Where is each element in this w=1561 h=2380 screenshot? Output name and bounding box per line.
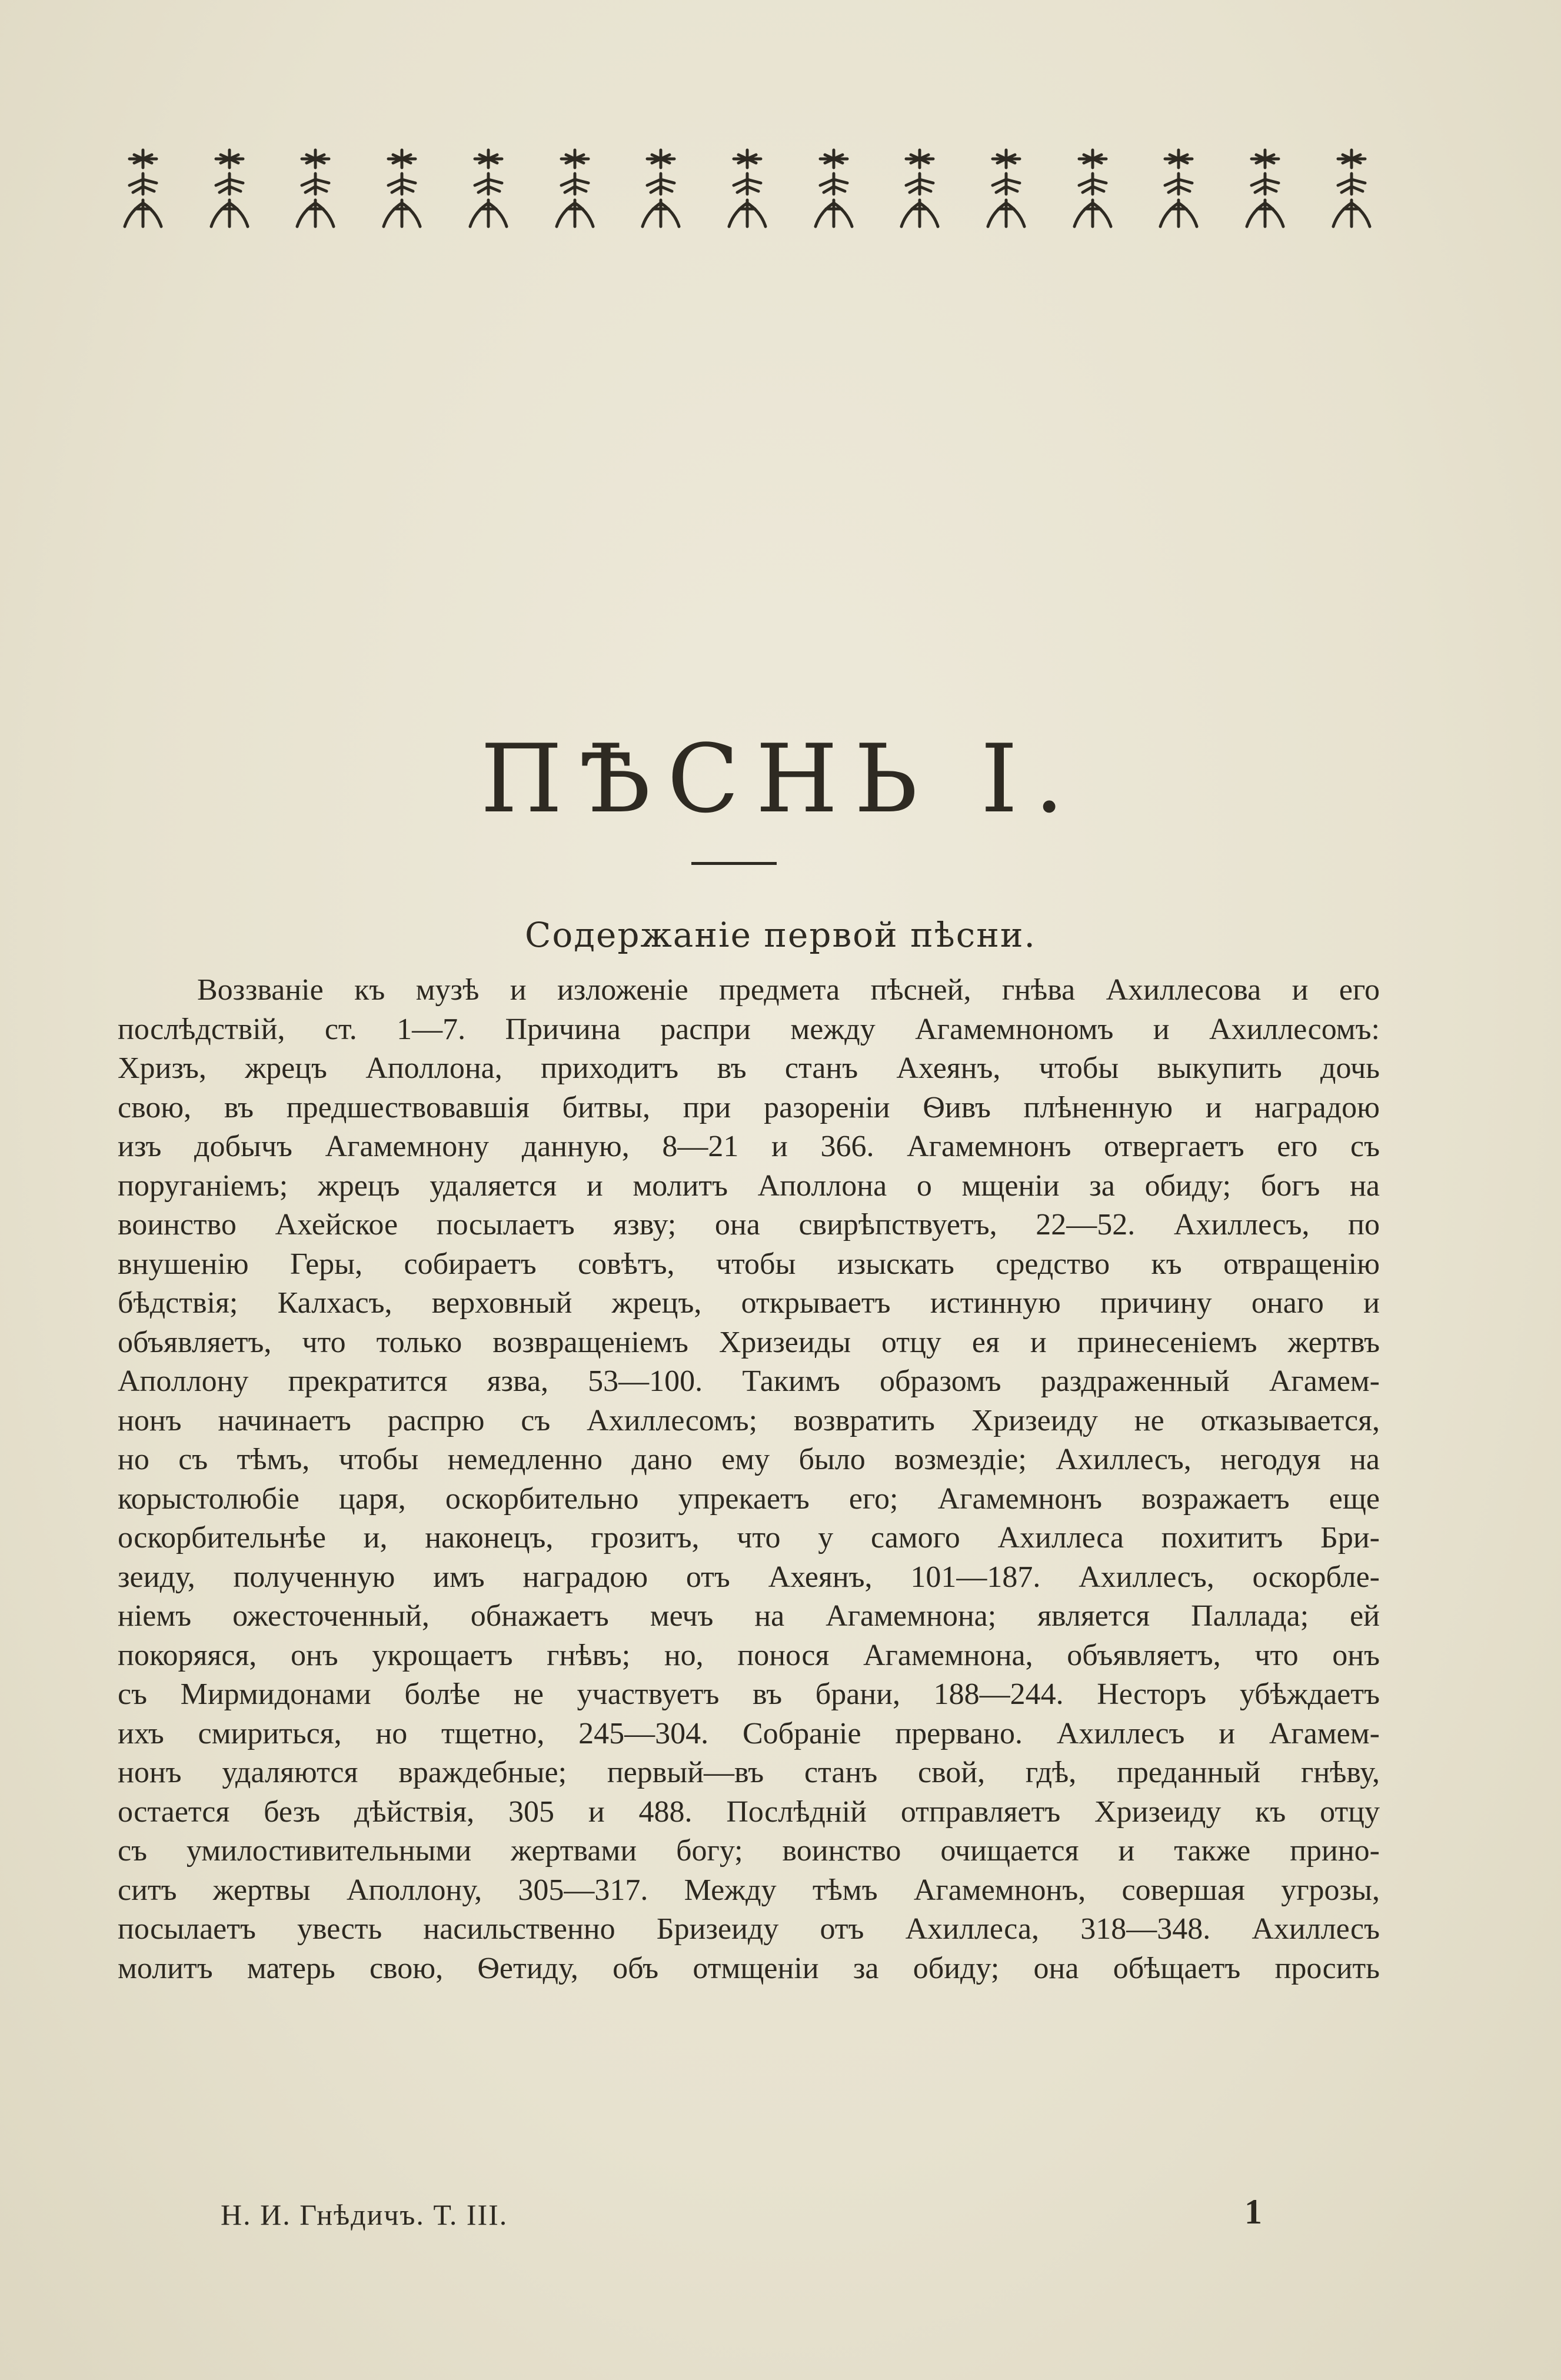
text-line: ихъ смириться, но тщетно, 245—304. Собраніе прервано. Ахиллесъ и Агамем- [118,1716,1380,1750]
text-line: остается безъ дѣйствія, 305 и 488. Послѣдній отправляетъ Хризеиду къ отцу [118,1795,1380,1829]
text-line: ніемъ ожесточенный, обнажаетъ мечъ на Агамемнона; является Паллада; ей [118,1599,1380,1633]
title-divider [691,862,777,865]
floral-ornament-icon [550,144,600,238]
text-line: поруганіемъ; жрецъ удаляется и молитъ Аполлона о мщеніи за обиду; богъ на [118,1169,1380,1203]
text-line: ситъ жертвы Аполлону, 305—317. Между тѣмъ Агамемнонъ, совершая угрозы, [118,1873,1380,1907]
floral-ornament-icon [118,144,168,238]
text-line: свою, въ предшествовавшія битвы, при разореніи Ѳивъ плѣненную и наградою [118,1090,1380,1124]
text-line: объявляетъ, что только возвращеніемъ Хризеиды отцу ея и принесеніемъ жертвъ [118,1325,1380,1359]
text-line: молитъ матерь свою, Ѳетиду, объ отмщеніи за обиду; она обѣщаетъ просить [118,1951,1380,1985]
text-line: послѣдствій, ст. 1—7. Причина распри между Агамемнономъ и Ахиллесомъ: [118,1012,1380,1046]
floral-ornament-icon [635,144,686,238]
floral-ornament-icon [377,144,427,238]
text-line: нонъ начинаетъ распрю съ Ахиллесомъ; возвратить Хризеиду не отказывается, [118,1403,1380,1437]
text-line: Аполлону прекратится язва, 53—100. Такимъ образомъ раздраженный Агамем- [118,1364,1380,1398]
header-ornament [118,141,1377,241]
text-line: Хризъ, жрецъ Аполлона, приходитъ въ станъ Ахеянъ, чтобы выкупить дочь [118,1051,1380,1085]
floral-ornament-icon [1067,144,1118,238]
text-line: съ умилостивительными жертвами богу; воинство очищается и также прино- [118,1834,1380,1868]
text-line: оскорбительнѣе и, наконецъ, грозитъ, что у самого Ахиллеса похититъ Бри- [118,1521,1380,1555]
signature-line: Н. И. Гнѣдичъ. Т. III. [221,2198,508,2231]
floral-ornament-icon [290,144,341,238]
text-line: Воззваніе къ музѣ и изложеніе предмета пѣсней, гнѣва Ахиллесова и его [197,973,1380,1007]
contents-heading: Содержаніе первой пѣсни. [524,915,1036,955]
floral-ornament-icon [204,144,255,238]
text-line: изъ добычъ Агамемнону данную, 8—21 и 366. Агамемнонъ отвергаетъ его съ [118,1130,1380,1163]
text-line: посылаетъ увесть насильственно Бризеиду отъ Ахиллеса, 318—348. Ахиллесъ [118,1912,1380,1946]
floral-ornament-icon [1240,144,1290,238]
text-line: но съ тѣмъ, чтобы немедленно дано ему было возмездіе; Ахиллесъ, негодуя на [118,1443,1380,1476]
floral-ornament-icon [981,144,1031,238]
song-title: ПѢСНЬ I. [480,724,1081,834]
floral-ornament-icon [1326,144,1377,238]
floral-ornament-icon [894,144,945,238]
summary-paragraph [118,971,1380,1988]
text-line: воинство Ахейское посылаетъ язву; она свирѣпствуетъ, 22—52. Ахиллесъ, по [118,1208,1380,1241]
floral-ornament-icon [808,144,859,238]
text-line: внушенію Геры, собираетъ совѣтъ, чтобы изыскать средство къ отвращенію [118,1247,1380,1281]
text-line: корыстолюбіе царя, оскорбительно упрекаетъ его; Агамемнонъ возражаетъ еще [118,1482,1380,1516]
text-line: зеиду, полученную имъ наградою отъ Ахеянъ, 101—187. Ахиллесъ, оскорбле- [118,1560,1380,1594]
text-line: съ Мирмидонами болѣе не участвуетъ въ брани, 188—244. Несторъ убѣждаетъ [118,1677,1380,1711]
sheet-number: 1 [1244,2192,1262,2231]
floral-ornament-icon [1153,144,1204,238]
floral-ornament-icon [722,144,773,238]
floral-ornament-icon [463,144,514,238]
text-line: бѣдствія; Калхасъ, верховный жрецъ, открываетъ истинную причину онаго и [118,1286,1380,1320]
text-line: покоряяся, онъ укрощаетъ гнѣвъ; но, понося Агамемнона, объявляетъ, что онъ [118,1638,1380,1672]
text-line: нонъ удаляются враждебные; первый—въ станъ свой, гдѣ, преданный гнѣву, [118,1756,1380,1789]
